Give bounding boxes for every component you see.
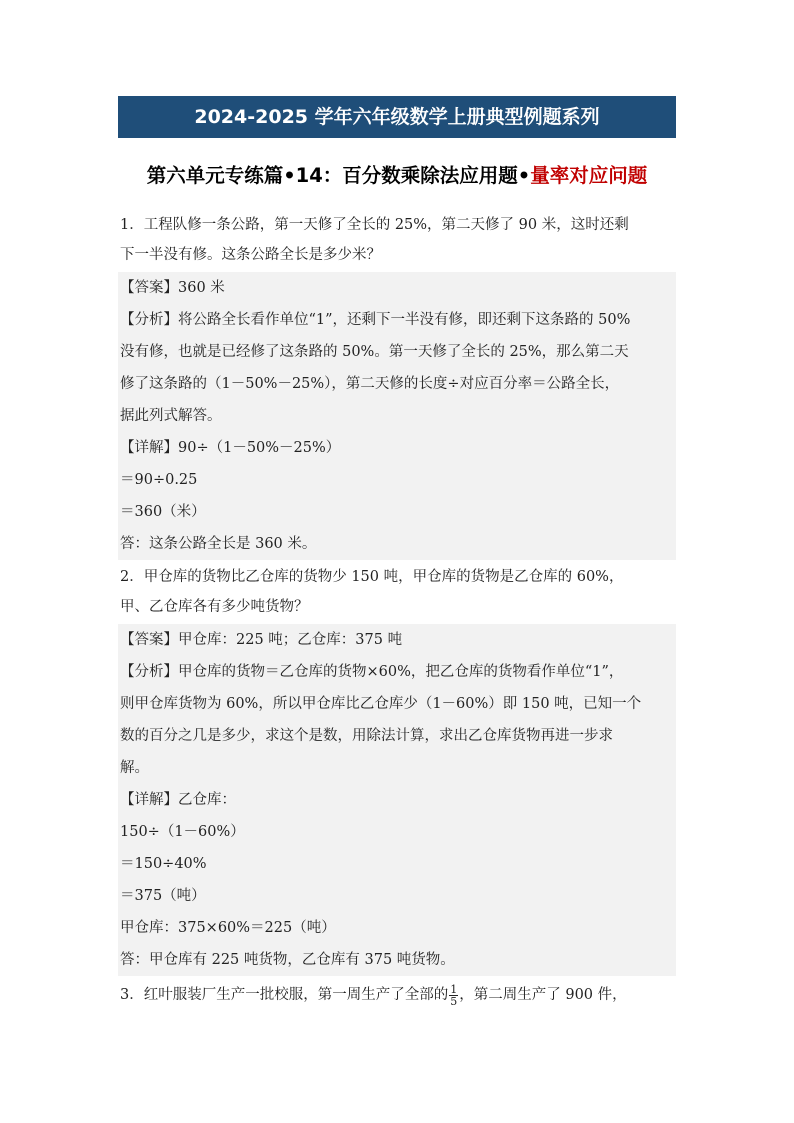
fraction-numerator: 1 [450, 982, 458, 996]
question-2-line-1: 2．甲仓库的货物比乙仓库的货物少 150 吨，甲仓库的货物是乙仓库的 60%， [120, 569, 624, 585]
reply-2: 答：甲仓库有 225 吨货物，乙仓库有 375 吨货物。 [120, 952, 455, 968]
problem-list [118, 210, 676, 1010]
fraction [449, 984, 458, 1007]
question-3 [118, 980, 676, 1010]
question-2-line-2: 甲、乙仓库各有多少吨货物？ [120, 599, 309, 615]
reply-1: 答：这条公路全长是 360 米。 [120, 536, 317, 552]
analysis-1-line-4: 据此列式解答。 [120, 408, 222, 424]
detail-1-line-1: 【详解】90÷（1－50%－25%） [120, 440, 341, 456]
question-3-text-pre: 3．红叶服装厂生产一批校服，第一周生产了全部的 [120, 987, 449, 1003]
answer-2: 【答案】甲仓库：225 吨；乙仓库：375 吨 [120, 632, 403, 648]
question-3-line-1 [118, 980, 676, 1010]
detail-2-line-3: ＝150÷40% [120, 856, 207, 872]
analysis-1-line-1: 【分析】将公路全长看作单位“1”，还剩下一半没有修，即还剩下这条路的 50% [120, 312, 631, 328]
question-1 [118, 210, 676, 270]
question-2 [118, 562, 676, 622]
detail-2-line-2: 150÷（1－60%） [120, 824, 245, 840]
question-1-solution [118, 272, 676, 560]
unit-subtitle [118, 160, 676, 188]
answer-1: 【答案】360 米 [120, 280, 225, 296]
analysis-2-line-2: 则甲仓库货物为 60%，所以甲仓库比乙仓库少（1－60%）即 150 吨，已知一个 [120, 696, 642, 712]
subtitle-topic: 量率对应问题 [530, 164, 648, 187]
question-2-solution [118, 624, 676, 976]
question-1-line-2: 下一半没有修。这条公路全长是多少米？ [120, 247, 381, 263]
analysis-2-line-1: 【分析】甲仓库的货物＝乙仓库的货物×60%，把乙仓库的货物看作单位“1”， [120, 664, 624, 680]
analysis-1-line-3: 修了这条路的（1－50%－25%），第二天修的长度÷对应百分率＝公路全长， [120, 376, 620, 392]
detail-2-line-4: ＝375（吨） [120, 888, 206, 904]
series-banner: 2024-2025 学年六年级数学上册典型例题系列 [118, 96, 676, 138]
analysis-1-line-2: 没有修，也就是已经修了这条路的 50%。第一天修了全长的 25%，那么第二天 [120, 344, 629, 360]
question-3-text-post: ，第二周生产了 900 件， [459, 987, 627, 1003]
detail-1-line-2: ＝90÷0.25 [120, 472, 198, 488]
detail-2-line-5: 甲仓库：375×60%＝225（吨） [120, 920, 336, 936]
fraction-denominator: 5 [450, 994, 458, 1008]
analysis-2-line-3: 数的百分之几是多少，求这个是数，用除法计算，求出乙仓库货物再进一步求 [120, 728, 613, 744]
detail-1-line-3: ＝360（米） [120, 504, 206, 520]
analysis-2-line-4: 解。 [120, 760, 149, 776]
subtitle-main: 第六单元专练篇•14：百分数乘除法应用题• [146, 164, 531, 187]
detail-2-line-1: 【详解】乙仓库： [120, 792, 236, 808]
question-1-line-1: 1．工程队修一条公路，第一天修了全长的 25%，第二天修了 90 米，这时还剩 [120, 217, 629, 233]
